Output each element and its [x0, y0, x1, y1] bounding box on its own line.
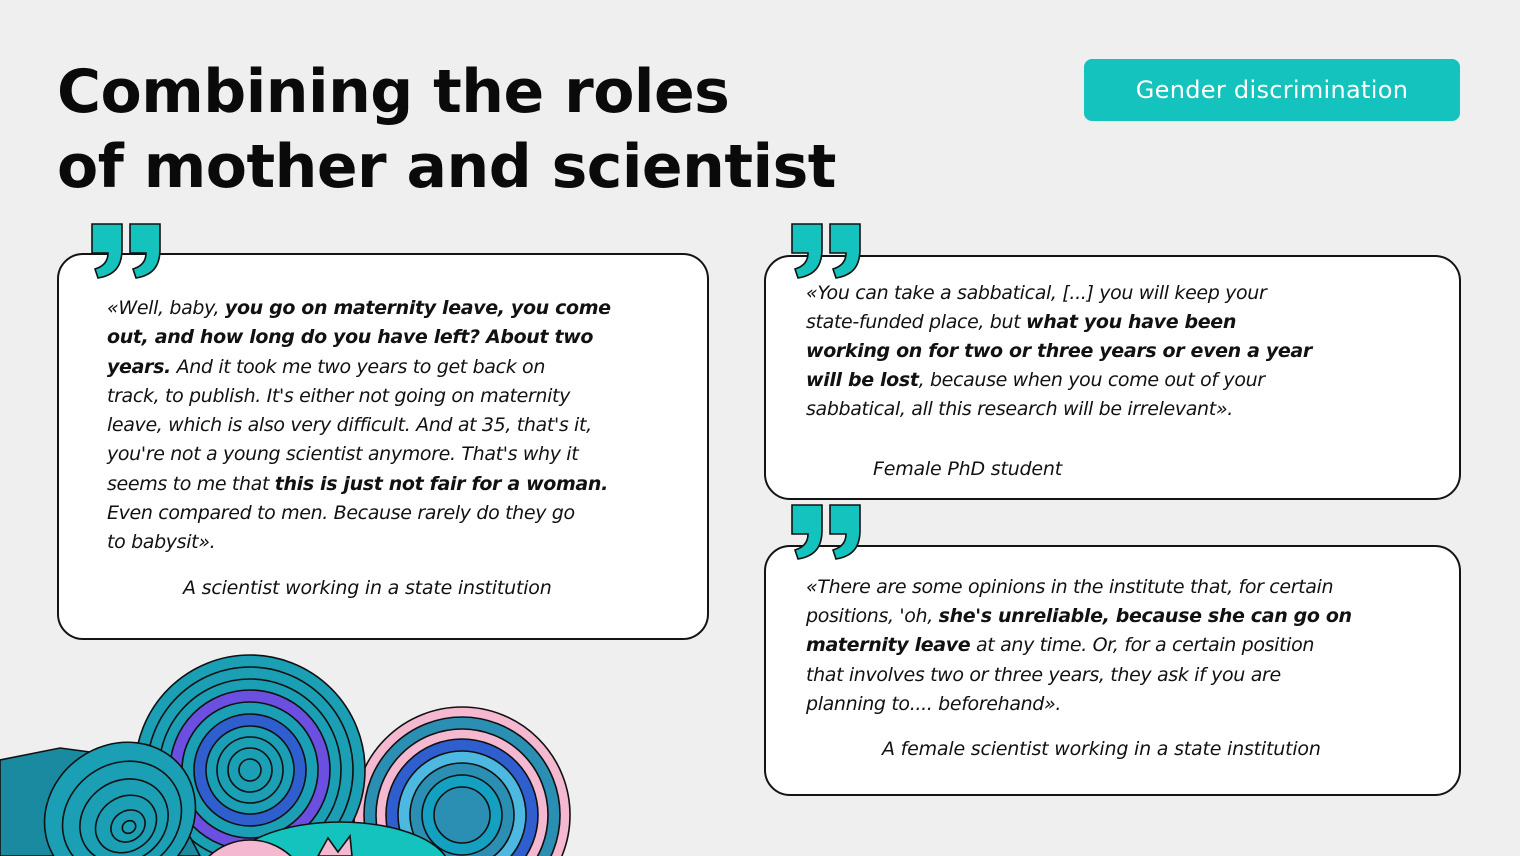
quote-line [806, 337, 1312, 366]
quotation-mark-icon [790, 223, 864, 279]
quote-emphasis: what you have been [1026, 311, 1237, 333]
quote-line [806, 661, 1352, 690]
quote-segment: seems to me that [107, 472, 275, 495]
quote-segment: you're not a young scientist anymore. That's why it [107, 443, 579, 466]
page-title [57, 55, 836, 205]
quote-segment: «There are some opinions in the institute that, for certain [806, 576, 1334, 598]
quote-author-3: A female scientist working in a state institution [882, 738, 1321, 760]
quote-line [107, 323, 611, 352]
quote-segment: track, to publish. It's either not going on maternity [107, 384, 571, 407]
concentric-circles-art [0, 640, 600, 856]
quote-emphasis: years. [107, 355, 171, 378]
quote-emphasis: out, and how long do you have left? About two [107, 326, 594, 349]
quote-line [806, 308, 1312, 337]
quote-line [806, 690, 1352, 719]
quote-segment: to babysit». [107, 531, 216, 554]
quote-line [107, 353, 611, 382]
quote-segment: that involves two or three years, they ask if you are [806, 663, 1281, 686]
quote-line [806, 631, 1352, 660]
quote-line [107, 411, 611, 440]
quote-segment: sabbatical, all this research will be irrelevant». [806, 398, 1233, 420]
quote-line [107, 294, 611, 323]
quote-line [107, 382, 611, 411]
quote-emphasis: will be lost [806, 369, 919, 391]
quote-segment: leave, which is also very difficult. And at 35, that's it, [107, 414, 592, 437]
quotation-mark-icon [90, 223, 164, 279]
quote-line [806, 602, 1352, 631]
quote-line [107, 528, 611, 557]
quote-line [107, 499, 611, 528]
page-title-line-2: of mother and scientist [57, 132, 836, 202]
quote-line [806, 573, 1352, 602]
quote-emphasis: you go on maternity leave, you come [224, 297, 611, 319]
quote-segment: positions, 'oh, [806, 605, 939, 628]
quote-line [107, 440, 611, 469]
quote-line [806, 366, 1312, 395]
quote-author-1: A scientist working in a state institution [183, 577, 552, 599]
quote-text-2 [806, 279, 1312, 424]
quote-segment: at any time. Or, for a certain position [970, 634, 1315, 657]
quotation-mark-icon [790, 504, 864, 560]
quote-emphasis: she's unreliable, because she can go on [938, 605, 1352, 628]
quote-text-3 [806, 573, 1352, 719]
quote-author-2: Female PhD student [873, 458, 1062, 480]
page-title-line-1: Combining the roles [57, 57, 730, 127]
topic-badge: Gender discrimination [1084, 59, 1460, 121]
quote-segment: , because when you come out of your [918, 369, 1265, 391]
quote-emphasis: maternity leave [806, 634, 971, 657]
quote-segment: «Well, baby, [107, 297, 225, 319]
quote-segment: state-funded place, but [806, 311, 1026, 333]
quote-segment: Even compared to men. Because rarely do they go [107, 502, 575, 525]
quote-text-1 [107, 294, 611, 558]
quote-line [107, 470, 611, 499]
quote-line [806, 279, 1312, 308]
quote-segment: «You can take a sabbatical, [...] you will keep your [806, 282, 1267, 304]
quote-emphasis: this is just not fair for a woman. [274, 472, 608, 495]
quote-segment: And it took me two years to get back on [170, 355, 546, 378]
quote-emphasis: working on for two or three years or even a year [806, 340, 1312, 362]
quote-segment: planning to.... beforehand». [806, 692, 1062, 715]
quote-line [806, 395, 1312, 424]
